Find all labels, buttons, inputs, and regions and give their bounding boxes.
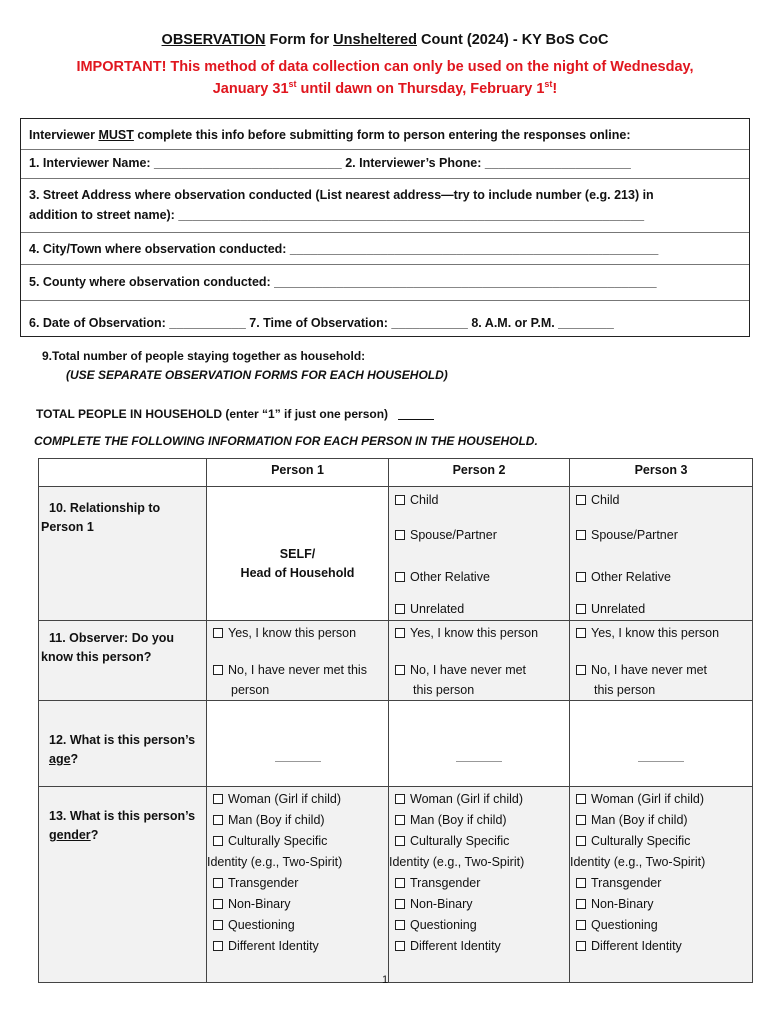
option-culturally-specific[interactable]: Culturally Specific bbox=[207, 831, 388, 852]
checkbox-icon[interactable] bbox=[395, 920, 405, 930]
street-address-field[interactable]: 3. Street Address where observation conducted (List nearest address—try to include number (e.g. 213) in bbox=[29, 188, 654, 202]
checkbox-icon[interactable] bbox=[395, 815, 405, 825]
know-options-p1: Yes, I know this person No, I have never met this person bbox=[207, 621, 389, 701]
option-spouse[interactable]: Spouse/Partner bbox=[576, 525, 752, 546]
checkbox-icon[interactable] bbox=[213, 920, 223, 930]
q13-label: 13. What is this person’s gender? bbox=[39, 787, 207, 983]
checkbox-icon[interactable] bbox=[395, 530, 405, 540]
option-child[interactable]: Child bbox=[576, 490, 752, 511]
option-woman[interactable]: Woman (Girl if child) bbox=[207, 789, 388, 810]
checkbox-icon[interactable] bbox=[213, 794, 223, 804]
option-questioning[interactable]: Questioning bbox=[570, 915, 752, 936]
checkbox-icon[interactable] bbox=[576, 665, 586, 675]
option-man[interactable]: Man (Boy if child) bbox=[570, 810, 752, 831]
date-time-ampm-field[interactable]: 6. Date of Observation: ___________ 7. Time of Observation: ___________ 8. A.M. or P.M. ________ bbox=[29, 316, 614, 330]
gender-options-p2: Woman (Girl if child) Man (Boy if child) Culturally Specific Identity (e.g., Two-Spirit) Transgender Non-Binary Questioning Different Identity bbox=[389, 787, 570, 983]
option-spouse[interactable]: Spouse/Partner bbox=[395, 525, 569, 546]
interviewer-name-phone-field[interactable]: 1. Interviewer Name: ___________________________ 2. Interviewer’s Phone: _____________________ bbox=[29, 156, 631, 170]
county-field[interactable]: 5. County where observation conducted: _______________________________________________________ bbox=[29, 275, 657, 289]
checkbox-icon[interactable] bbox=[576, 794, 586, 804]
option-different-identity[interactable]: Different Identity bbox=[570, 936, 752, 957]
checkbox-icon[interactable] bbox=[213, 941, 223, 951]
relationship-options-p2 bbox=[389, 487, 570, 621]
option-know-yes[interactable]: Yes, I know this person bbox=[576, 623, 752, 644]
important-notice: IMPORTANT! This method of data collection can only be used on the night of Wednesday, January 31st until dawn on Thursday, February 1st! bbox=[76, 59, 694, 97]
checkbox-icon[interactable] bbox=[576, 941, 586, 951]
total-people-field[interactable]: TOTAL PEOPLE IN HOUSEHOLD (enter “1” if just one person) bbox=[36, 407, 434, 421]
option-unrelated[interactable]: Unrelated bbox=[395, 599, 569, 620]
q11-label: 11. Observer: Do you know this person? bbox=[39, 621, 207, 701]
checkbox-icon[interactable] bbox=[213, 665, 223, 675]
interviewer-info-box bbox=[20, 118, 750, 337]
checkbox-icon[interactable] bbox=[576, 899, 586, 909]
option-unrelated[interactable]: Unrelated bbox=[576, 599, 752, 620]
option-other-relative[interactable]: Other Relative bbox=[576, 567, 752, 588]
header-person-1: Person 1 bbox=[207, 459, 389, 487]
checkbox-icon[interactable] bbox=[576, 815, 586, 825]
option-man[interactable]: Man (Boy if child) bbox=[207, 810, 388, 831]
checkbox-icon[interactable] bbox=[213, 878, 223, 888]
self-head-cell: SELF/ Head of Household bbox=[207, 487, 389, 621]
household-label: 9.Total number of people staying together as household: bbox=[42, 349, 366, 363]
city-town-field[interactable]: 4. City/Town where observation conducted: _____________________________________________________ bbox=[29, 242, 659, 256]
option-know-yes[interactable]: Yes, I know this person bbox=[395, 623, 569, 644]
option-man[interactable]: Man (Boy if child) bbox=[389, 810, 569, 831]
option-know-no[interactable]: No, I have never met bbox=[395, 660, 569, 680]
form-title: OBSERVATION Form for Unsheltered Count (2024) - KY BoS CoC bbox=[161, 32, 609, 48]
checkbox-icon[interactable] bbox=[395, 572, 405, 582]
know-options-p2: Yes, I know this person No, I have never met this person bbox=[389, 621, 570, 701]
option-transgender[interactable]: Transgender bbox=[389, 873, 569, 894]
option-questioning[interactable]: Questioning bbox=[389, 915, 569, 936]
option-culturally-specific[interactable]: Culturally Specific bbox=[570, 831, 752, 852]
option-child[interactable]: Child bbox=[395, 490, 569, 511]
checkbox-icon[interactable] bbox=[395, 794, 405, 804]
option-woman[interactable]: Woman (Girl if child) bbox=[389, 789, 569, 810]
checkbox-icon[interactable] bbox=[213, 815, 223, 825]
option-woman[interactable]: Woman (Girl if child) bbox=[570, 789, 752, 810]
complete-instruction: COMPLETE THE FOLLOWING INFORMATION FOR EACH PERSON IN THE HOUSEHOLD. bbox=[34, 434, 538, 448]
q12-label: 12. What is this person’s age? bbox=[39, 701, 207, 787]
header-person-2: Person 2 bbox=[389, 459, 570, 487]
checkbox-icon[interactable] bbox=[213, 628, 223, 638]
checkbox-icon[interactable] bbox=[395, 878, 405, 888]
checkbox-icon[interactable] bbox=[576, 920, 586, 930]
checkbox-icon[interactable] bbox=[395, 604, 405, 614]
checkbox-icon[interactable] bbox=[576, 878, 586, 888]
checkbox-icon[interactable] bbox=[395, 941, 405, 951]
checkbox-icon[interactable] bbox=[395, 836, 405, 846]
interviewer-intro: Interviewer MUST complete this info before submitting form to person entering the responses online: bbox=[29, 128, 631, 142]
checkbox-icon[interactable] bbox=[576, 836, 586, 846]
checkbox-icon[interactable] bbox=[213, 899, 223, 909]
option-know-no[interactable]: No, I have never met bbox=[576, 660, 752, 680]
checkbox-icon[interactable] bbox=[576, 530, 586, 540]
know-options-p3: Yes, I know this person No, I have never met this person bbox=[570, 621, 753, 701]
person-info-table bbox=[38, 458, 753, 983]
checkbox-icon[interactable] bbox=[576, 604, 586, 614]
age-input-p2[interactable] bbox=[389, 701, 570, 787]
checkbox-icon[interactable] bbox=[395, 665, 405, 675]
option-other-relative[interactable]: Other Relative bbox=[395, 567, 569, 588]
option-different-identity[interactable]: Different Identity bbox=[207, 936, 388, 957]
option-culturally-specific[interactable]: Culturally Specific bbox=[389, 831, 569, 852]
checkbox-icon[interactable] bbox=[576, 628, 586, 638]
checkbox-icon[interactable] bbox=[576, 495, 586, 505]
option-know-no[interactable]: No, I have never met this bbox=[213, 660, 388, 680]
q10-label: 10. Relationship to Person 1 bbox=[39, 487, 207, 621]
option-transgender[interactable]: Transgender bbox=[570, 873, 752, 894]
page-number: 1 bbox=[381, 974, 389, 986]
age-input-p3[interactable] bbox=[570, 701, 753, 787]
street-address-field-cont[interactable]: addition to street name): ___________________________________________________________________ bbox=[29, 208, 645, 222]
checkbox-icon[interactable] bbox=[395, 628, 405, 638]
option-know-yes[interactable]: Yes, I know this person bbox=[213, 623, 388, 644]
option-non-binary[interactable]: Non-Binary bbox=[570, 894, 752, 915]
checkbox-icon[interactable] bbox=[395, 899, 405, 909]
header-person-3: Person 3 bbox=[570, 459, 753, 487]
option-transgender[interactable]: Transgender bbox=[207, 873, 388, 894]
option-non-binary[interactable]: Non-Binary bbox=[389, 894, 569, 915]
household-note: (USE SEPARATE OBSERVATION FORMS FOR EACH HOUSEHOLD) bbox=[66, 368, 448, 382]
checkbox-icon[interactable] bbox=[576, 572, 586, 582]
checkbox-icon[interactable] bbox=[395, 495, 405, 505]
age-input-p1[interactable] bbox=[207, 701, 389, 787]
option-non-binary[interactable]: Non-Binary bbox=[207, 894, 388, 915]
checkbox-icon[interactable] bbox=[213, 836, 223, 846]
gender-options-p3: Woman (Girl if child) Man (Boy if child) Culturally Specific Identity (e.g., Two-Spirit) Transgender Non-Binary Questioning Different Identity bbox=[570, 787, 753, 983]
relationship-options-p3 bbox=[570, 487, 753, 621]
option-questioning[interactable]: Questioning bbox=[207, 915, 388, 936]
option-different-identity[interactable]: Different Identity bbox=[389, 936, 569, 957]
gender-options-p1: Woman (Girl if child) Man (Boy if child) Culturally Specific Identity (e.g., Two-Spirit) Transgender Non-Binary Questioning Different Identity bbox=[207, 787, 389, 983]
